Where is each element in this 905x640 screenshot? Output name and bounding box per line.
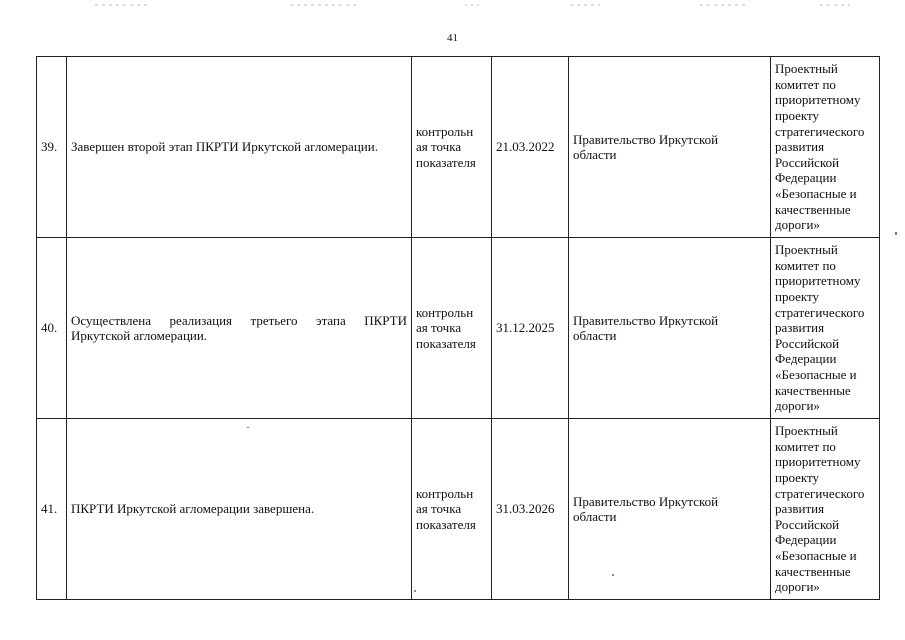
event-description: Завершен второй этап ПКРТИ Иркутской агломерации. [67, 57, 412, 238]
event-type: контрольн ая точка показателя [412, 419, 492, 600]
event-description: Осуществлена реализация третьего этапа ПКРТИ Иркутской агломерации. [67, 238, 412, 419]
event-type: контрольн ая точка показателя [412, 238, 492, 419]
scan-speck [414, 590, 416, 592]
page-number: 41 [447, 32, 458, 44]
deadline-date: 21.03.2022 [492, 57, 569, 238]
event-type: контрольн ая точка показателя [412, 57, 492, 238]
deadline-date: 31.03.2026 [492, 419, 569, 600]
row-number: 39. [37, 57, 67, 238]
table-row [37, 238, 880, 419]
responsible-party: Правительство Иркутской области [569, 419, 771, 600]
project-committee: Проектный комитет по приоритетному проекту стратегического развития Российской Федерации «Безопасные и качественные дороги» [771, 57, 880, 238]
table-row [37, 419, 880, 600]
scan-speck [612, 574, 614, 576]
deadline-date: 31.12.2025 [492, 238, 569, 419]
row-number: 41. [37, 419, 67, 600]
project-committee: Проектный комитет по приоритетному проекту стратегического развития Российской Федерации «Безопасные и качественные дороги» [771, 419, 880, 600]
control-points-table [36, 56, 880, 600]
scan-edge-marks [0, 0, 905, 10]
responsible-party: Правительство Иркутской области [569, 238, 771, 419]
scan-speck [895, 232, 897, 235]
responsible-party: Правительство Иркутской области [569, 57, 771, 238]
table-row [37, 57, 880, 238]
row-number: 40. [37, 238, 67, 419]
scan-speck [247, 427, 249, 428]
project-committee: Проектный комитет по приоритетному проекту стратегического развития Российской Федерации «Безопасные и качественные дороги» [771, 238, 880, 419]
event-description: ПКРТИ Иркутской агломерации завершена. [67, 419, 412, 600]
